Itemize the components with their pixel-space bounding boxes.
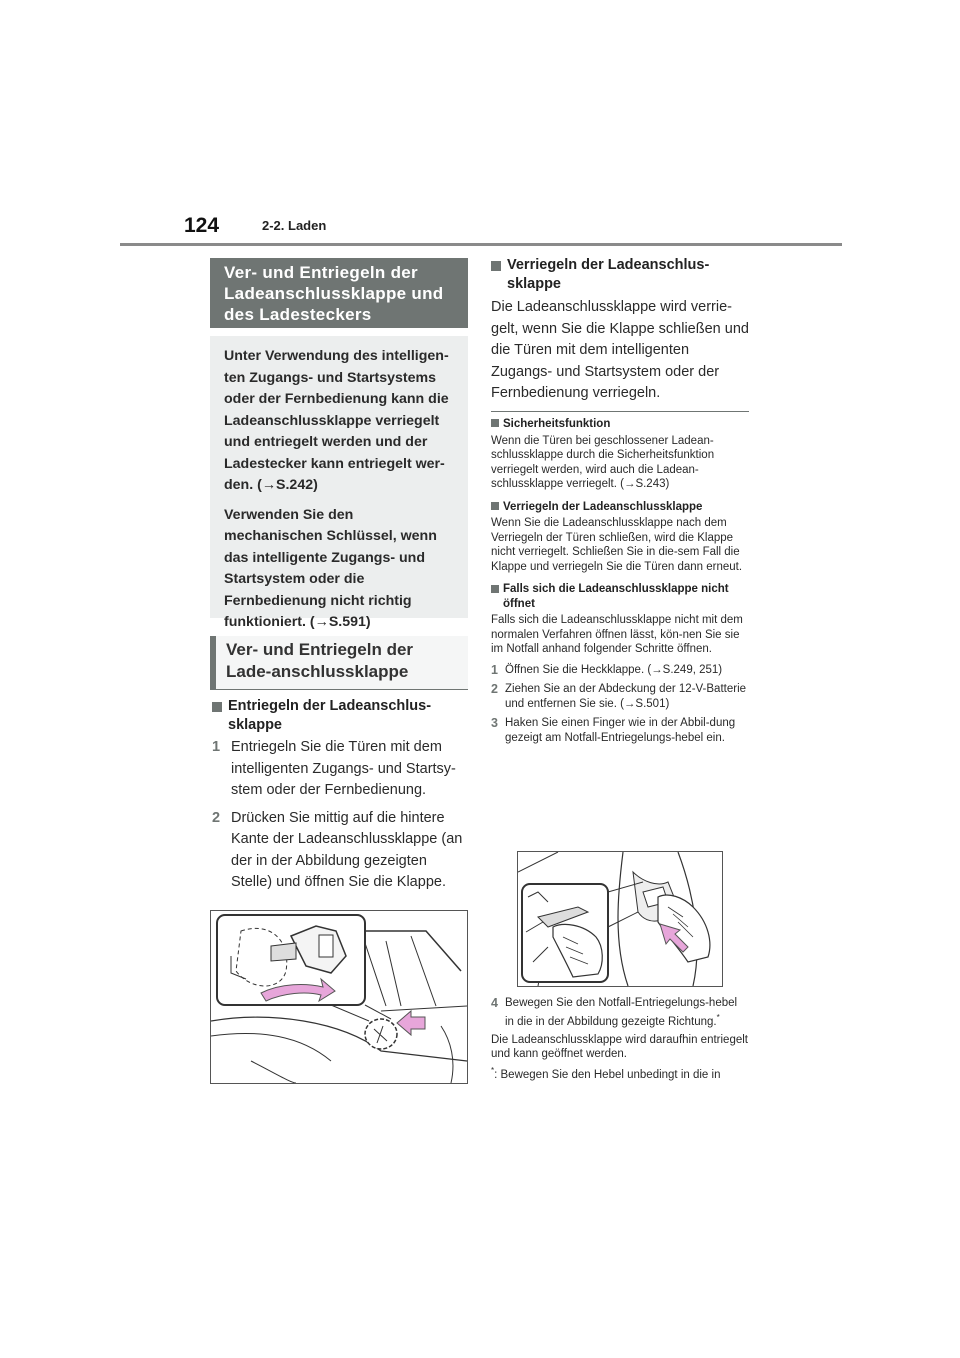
note-item <box>491 417 749 492</box>
note-title: Verriegeln der Ladeanschlussklappe <box>491 500 749 515</box>
charge-door-illustration <box>211 911 467 1083</box>
section-title: 2-2. Laden <box>262 218 327 233</box>
footnote: *: Bewegen Sie den Hebel unbedingt in die in <box>491 1065 721 1081</box>
square-bullet-icon <box>491 585 499 593</box>
step-number: 2 <box>491 682 498 696</box>
emergency-release-illustration <box>518 852 722 986</box>
note-text: Wenn Sie die Ladeanschlussklappe nach dem Verriegeln der Türen schließen, wird die Klappe nicht verriegelt. Schließen Sie in die-sem Fall die Klappe und verriegeln Sie die Türen dann erneut. <box>491 517 743 573</box>
step-text: Ziehen Sie an der Abdeckung der 12-V-Batterie und entfernen Sie sie. (→S.501) <box>505 683 747 710</box>
step-item <box>491 682 749 711</box>
step-item <box>491 996 749 1029</box>
subheading-text: Verriegeln der Ladeanschlus-sklappe <box>507 257 710 292</box>
note-text: Falls sich die Ladeanschlussklappe nicht mit dem normalen Verfahren öffnen lässt, kön-nen Sie sie im Notfall anhand folgender Schritte öffnen. <box>491 614 743 655</box>
intro-paragraph: Unter Verwendung des intelligen-ten Zugangs- und Startsystems oder der Fernbedienung kann die Ladeanschlussklappe verriegelt und entriegelt werden und der Ladestecker kann entriegelt wer-den. (→S.242) <box>224 348 449 493</box>
intro-box <box>210 336 468 630</box>
note-text: Wenn die Türen bei geschlossener Ladean-schlussklappe durch die Sicherheitsfunktion verriegelt werden, wird auch die Ladean-schlussklappe verriegelt. (→S.243) <box>491 434 715 490</box>
note-item <box>491 582 749 657</box>
section-heading: Ver- und Entriegeln der Lade-anschlussklappe <box>210 636 468 690</box>
step-text: Bewegen Sie den Notfall-Entriegelungs-hebel in die in der Abbildung gezeigte Richtung.* <box>505 997 738 1028</box>
square-bullet-icon <box>491 502 499 510</box>
note-item <box>491 500 749 575</box>
lock-paragraph: Die Ladeanschlussklappe wird verrie-gelt, wenn Sie die Klappe schließen und die Türen mit dem intelligenten Zugangs- und Startsystem oder der Fernbedienung verriegeln. <box>491 299 749 401</box>
notes <box>491 417 749 745</box>
step-item <box>212 808 468 894</box>
step-number: 2 <box>212 809 221 826</box>
intro-paragraph: Verwenden Sie den mechanischen Schlüssel, wenn das intelligente Zugangs- und Startsystem oder die Fernbedienung nicht richtig funktioniert. (→S.591) <box>224 506 437 630</box>
subheading-unlock <box>212 697 468 735</box>
note-title: Falls sich die Ladeanschlussklappe nicht öffnet <box>491 582 749 611</box>
step-number: 3 <box>491 716 498 730</box>
step-item <box>491 663 749 678</box>
notes-divider <box>491 411 749 412</box>
step-text: Öffnen Sie die Heckklappe. (→S.249, 251) <box>505 663 723 676</box>
step-text: Drücken Sie mittig auf die hintere Kante der Ladeanschlussklappe (an der in der Abbildung gezeigten Stelle) und öffnen Sie die Klappe. <box>231 809 463 890</box>
page-number: 124 <box>184 214 220 237</box>
header-rule <box>120 243 842 246</box>
step-item <box>491 716 749 745</box>
subheading-lock <box>491 256 749 294</box>
small-steps <box>491 663 749 746</box>
square-bullet-icon <box>491 261 501 271</box>
after-figure <box>491 996 749 1082</box>
result-text: Die Ladeanschlussklappe wird daraufhin entriegelt und kann geöffnet werden. <box>491 1033 748 1061</box>
square-bullet-icon <box>491 419 499 427</box>
steps-list <box>212 737 468 894</box>
figure-charge-door <box>210 910 468 1084</box>
subheading-text: Entriegeln der Ladeanschlus-sklappe <box>228 698 432 733</box>
step-number: 1 <box>491 662 498 677</box>
figure-emergency-release <box>517 851 723 987</box>
step-number: 1 <box>212 739 221 755</box>
box-title: Ver- und Entriegeln der Ladeanschlussklappe und des Ladesteckers <box>210 258 468 328</box>
step-item <box>212 737 468 802</box>
step-text: Entriegeln Sie die Türen mit dem intelligenten Zugangs- und Startsy-stem oder der Fernbedienung. <box>231 739 456 798</box>
step-text: Haken Sie einen Finger wie in der Abbil-dung gezeigt am Notfall-Entriegelungs-hebel ein. <box>505 717 736 744</box>
note-title: Sicherheitsfunktion <box>491 417 749 432</box>
square-bullet-icon <box>212 702 222 712</box>
step-number: 4 <box>491 996 498 1010</box>
